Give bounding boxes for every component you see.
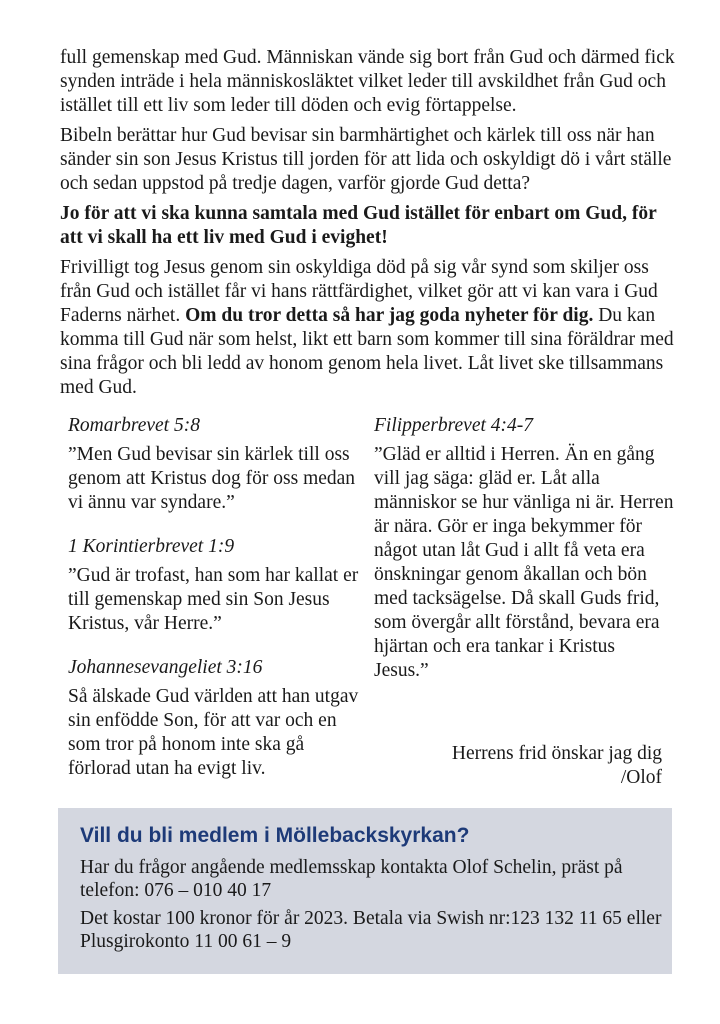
membership-details <box>80 856 670 958</box>
verse-quote: ”Gläd er alltid i Herren. Än en gång vill jag säga: gläd er. Låt alla människor se hur vänliga ni är. Herren är nära. Gör er inga bekymmer för något utan låt Gud i allt få veta era önskningar genom åkallan och bön med tacksägelse. Då skall Guds frid, som övergår allt förstånd, bevara era hjärtan och era tankar i Kristus Jesus.” <box>374 444 674 681</box>
verse-right-column <box>374 414 674 703</box>
membership-info-box <box>58 808 672 974</box>
signature <box>452 742 662 790</box>
good-news-emphasis: Om du tror detta så har jag goda nyheter för dig. <box>185 305 594 326</box>
verse-reference: Johannesevangeliet 3:16 <box>68 657 263 678</box>
payment-info: Det kostar 100 kronor för år 2023. Betala via Swish nr:123 132 11 65 eller Plusgirokonto 11 00 61 – 9 <box>80 908 662 952</box>
verse-quote: Så älskade Gud världen att han utgav sin enfödde Son, för att var och en som tror på honom inte ska gå förlorad utan ha evigt liv. <box>68 686 359 779</box>
main-text <box>60 46 680 406</box>
verse-quote: ”Men Gud bevisar sin kärlek till oss genom att Kristus dog för oss medan vi ännu var syndare.” <box>68 444 356 513</box>
paragraph-start: Frivilligt tog Jesus genom sin oskyldiga död på sig vår synd som skiljer oss från Gud och istället får vi hans rättfärdighet, vilket gör att vi kan vara i Gud Faderns närhet. <box>60 257 658 326</box>
signature-greeting: Herrens frid önskar jag dig <box>451 743 662 764</box>
paragraph-end: Du kan komma till Gud när som helst, likt ett barn som kommer till sina föräldrar med sina frågor och bli ledd av honom genom hela livet. Låt livet ske tillsammans med Gud. <box>60 305 674 398</box>
verse-reference: Romarbrevet 5:8 <box>68 415 200 436</box>
bold-paragraph: Jo för att vi ska kunna samtala med Gud istället för enbart om Gud, för att vi skall ha ett liv med Gud i evighet! <box>60 203 657 248</box>
verses-left-column <box>68 414 368 801</box>
verse-reference: Filipperbrevet 4:4-7 <box>374 415 534 436</box>
verse-reference: 1 Korintierbrevet 1:9 <box>68 536 235 557</box>
membership-title: Vill du bli medlem i Möllebackskyrkan? <box>80 824 470 847</box>
signature-name: /Olof <box>620 767 662 788</box>
verse-quote: ”Gud är trofast, han som har kallat er till gemenskap med sin Son Jesus Kristus, vår Herre.” <box>68 565 359 634</box>
contact-info: Har du frågor angående medlemsskap kontakta Olof Schelin, präst på telefon: 076 – 010 40 17 <box>80 857 623 901</box>
paragraph: Bibeln berättar hur Gud bevisar sin barmhärtighet och kärlek till oss när han sänder sin son Jesus Kristus till jorden för att lida och oskyldigt dö i vårt ställe och sedan uppstod på tredje dagen, varför gjorde Gud detta? <box>60 125 672 194</box>
paragraph: full gemenskap med Gud. Människan vände sig bort från Gud och därmed fick synden inträde i hela människosläktet vilket leder till avskildhet från Gud och istället till ett liv som leder till döden och evig förtappelse. <box>60 47 675 116</box>
paragraph <box>60 256 680 400</box>
